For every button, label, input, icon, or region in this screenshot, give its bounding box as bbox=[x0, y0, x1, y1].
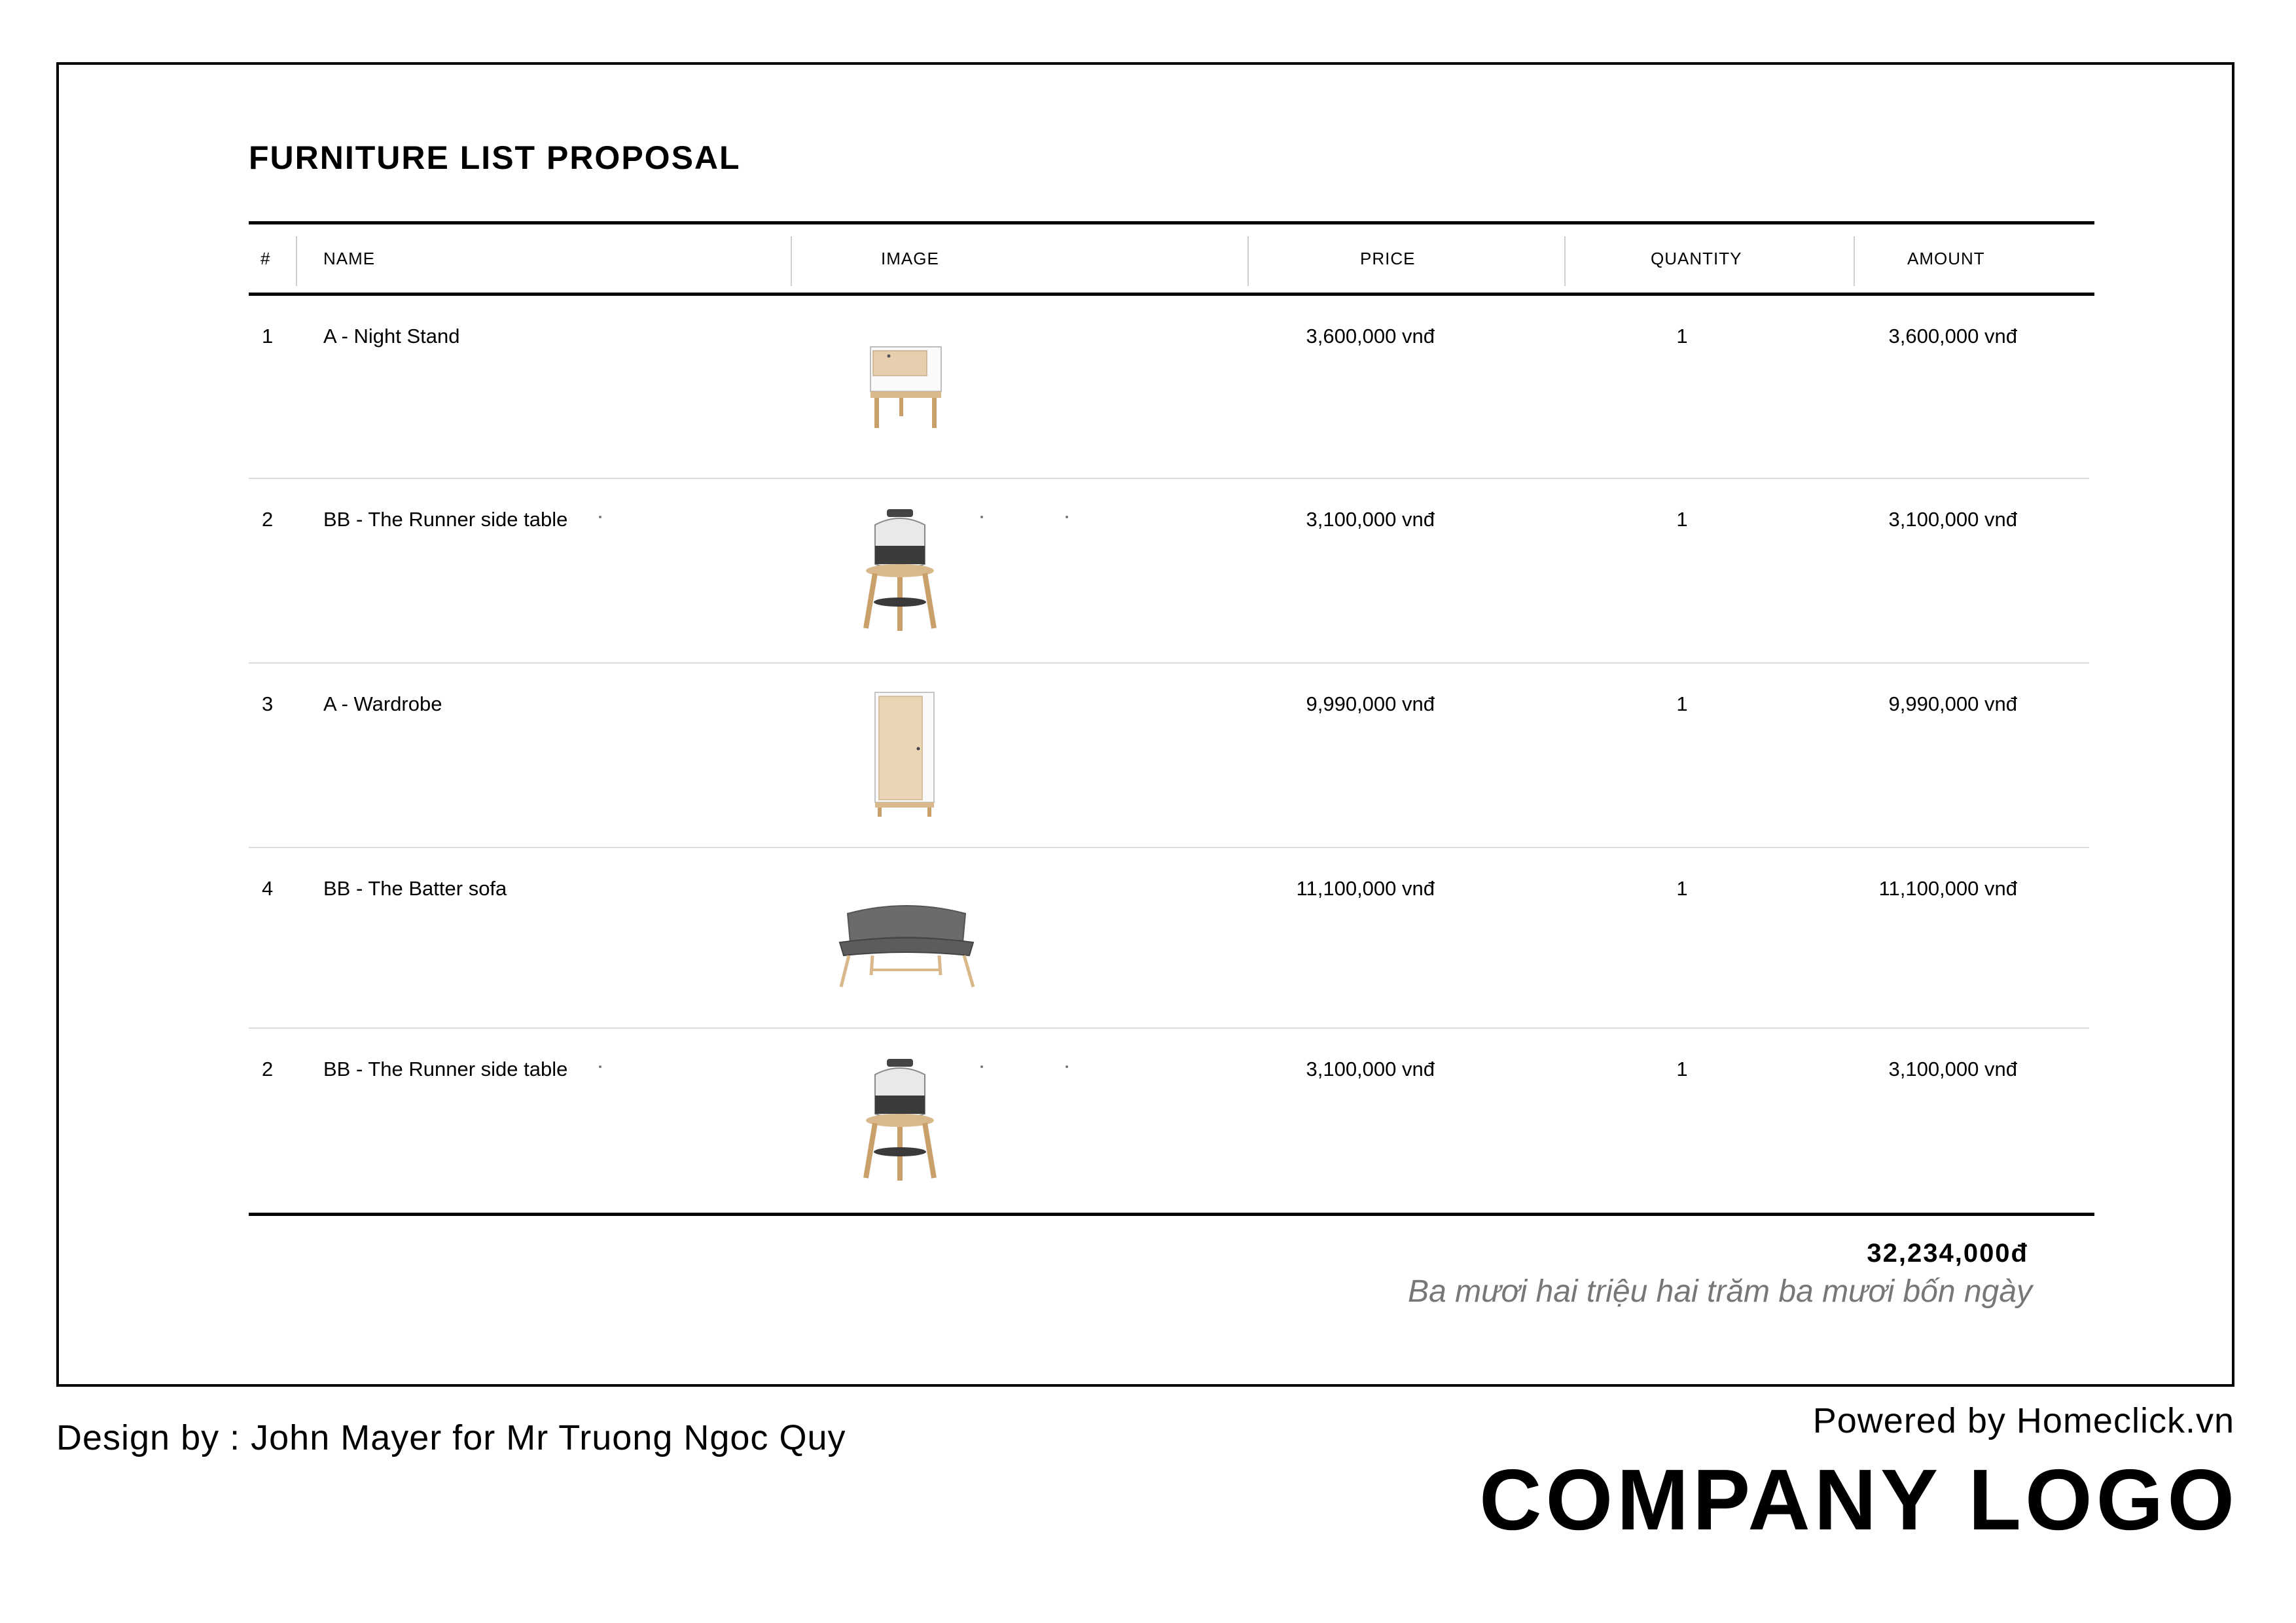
item-amount: 3,600,000 vnđ bbox=[1888, 325, 2017, 348]
row-number: 2 bbox=[262, 1058, 274, 1080]
sofa-icon bbox=[834, 901, 978, 992]
table-row bbox=[249, 848, 2089, 1029]
grand-total: 32,234,000đ bbox=[1867, 1239, 2028, 1268]
item-price: 9,990,000 vnđ bbox=[1306, 692, 1435, 715]
row-number: 2 bbox=[262, 508, 274, 531]
item-price: 11,100,000 vnđ bbox=[1296, 877, 1435, 900]
row-number: 1 bbox=[262, 325, 274, 348]
document-title: FURNITURE LIST PROPOSAL bbox=[249, 139, 741, 176]
stray-dot bbox=[1066, 516, 1068, 518]
item-name: BB - The Runner side table bbox=[323, 1058, 568, 1080]
header-divider bbox=[791, 236, 792, 286]
item-amount: 9,990,000 vnđ bbox=[1888, 692, 2017, 715]
col-header-no: # bbox=[260, 249, 271, 268]
night-stand-icon bbox=[851, 342, 956, 433]
side-table-icon bbox=[861, 1055, 959, 1186]
header-divider bbox=[1564, 236, 1566, 286]
item-price: 3,100,000 vnđ bbox=[1306, 508, 1435, 531]
item-quantity: 1 bbox=[1676, 508, 1688, 531]
item-price: 3,100,000 vnđ bbox=[1306, 1058, 1435, 1080]
item-name: BB - The Runner side table bbox=[323, 508, 568, 531]
item-price: 3,600,000 vnđ bbox=[1306, 325, 1435, 348]
header-divider bbox=[1247, 236, 1249, 286]
header-divider bbox=[296, 236, 297, 286]
col-header-price: PRICE bbox=[1360, 249, 1416, 268]
item-amount: 3,100,000 vnđ bbox=[1888, 508, 2017, 531]
item-amount: 3,100,000 vnđ bbox=[1888, 1058, 2017, 1080]
table-bottom-rule bbox=[249, 1213, 2094, 1216]
table-row bbox=[249, 479, 2089, 664]
col-header-image: IMAGE bbox=[881, 249, 939, 268]
wardrobe-icon bbox=[861, 690, 946, 821]
item-quantity: 1 bbox=[1676, 692, 1688, 715]
table-row bbox=[249, 664, 2089, 848]
stray-dot bbox=[980, 1065, 983, 1068]
stray-dot bbox=[599, 516, 601, 518]
designer-credit: Design by : John Mayer for Mr Truong Ngoc Quy bbox=[56, 1418, 846, 1457]
col-header-name: NAME bbox=[323, 249, 376, 268]
table-header bbox=[249, 224, 2094, 293]
total-in-words: Ba mươi hai triệu hai trăm ba mươi bốn ngày bbox=[1408, 1274, 2032, 1309]
item-name: A - Night Stand bbox=[323, 325, 460, 348]
stray-dot bbox=[599, 1065, 601, 1068]
item-amount: 11,100,000 vnđ bbox=[1878, 877, 2017, 900]
col-header-amount: AMOUNT bbox=[1907, 249, 1985, 268]
stray-dot bbox=[980, 516, 983, 518]
table-row bbox=[249, 1029, 2089, 1213]
table-row bbox=[249, 296, 2089, 479]
item-quantity: 1 bbox=[1676, 877, 1688, 900]
header-divider bbox=[1854, 236, 1855, 286]
item-quantity: 1 bbox=[1676, 325, 1688, 348]
item-name: A - Wardrobe bbox=[323, 692, 442, 715]
item-name: BB - The Batter sofa bbox=[323, 877, 507, 900]
powered-by[interactable]: Powered by Homeclick.vn bbox=[1812, 1401, 2234, 1440]
col-header-quantity: QUANTITY bbox=[1651, 249, 1742, 268]
side-table-icon bbox=[861, 505, 959, 636]
stray-dot bbox=[1066, 1065, 1068, 1068]
row-number: 3 bbox=[262, 692, 274, 715]
item-quantity: 1 bbox=[1676, 1058, 1688, 1080]
row-number: 4 bbox=[262, 877, 274, 900]
company-logo: COMPANY LOGO bbox=[1479, 1452, 2238, 1548]
